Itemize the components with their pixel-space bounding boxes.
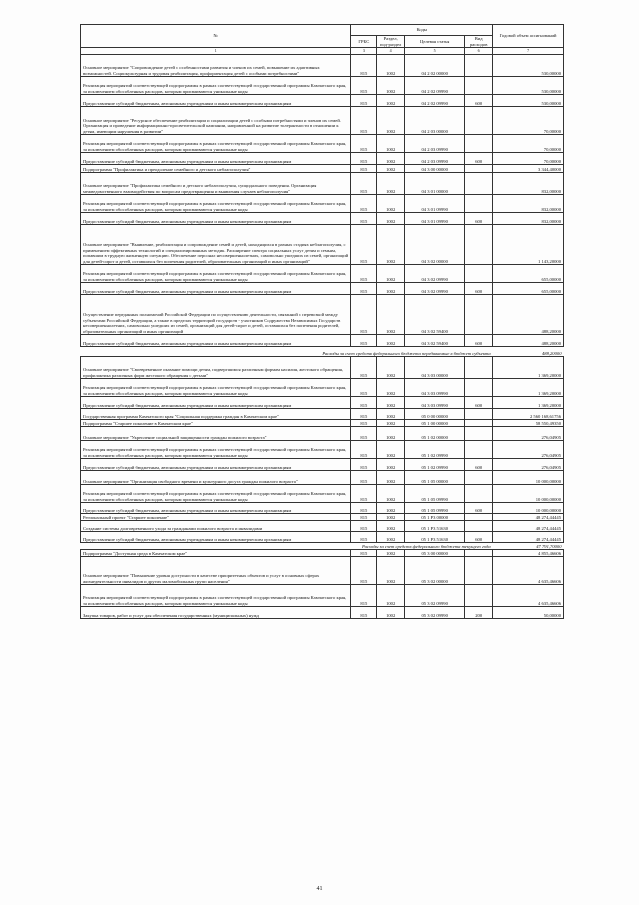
- row-amount: 10 000,00000: [493, 503, 564, 514]
- row-name: Создание системы долговременного ухода за гражданами пожилого возраста и инвалидами: [81, 521, 351, 532]
- row-expense-type: [465, 77, 493, 95]
- funding-note-amount: 488,20000: [541, 350, 562, 356]
- row-grbs: 815: [351, 459, 377, 471]
- row-target-article: 04 3 00 00000: [405, 165, 465, 173]
- row-grbs: 815: [351, 213, 377, 225]
- row-section: 1002: [377, 283, 405, 295]
- row-expense-type: [465, 585, 493, 607]
- row-section: 1002: [377, 503, 405, 514]
- budget-table: [80, 24, 564, 619]
- row-name: Закупка товаров, работ и услуг для обеспечения государственных (муниципальных) нужд: [81, 607, 351, 619]
- row-amount: 10 000,00000: [493, 485, 564, 503]
- row-amount: 655,00000: [493, 283, 564, 295]
- row-section: 1002: [377, 557, 405, 585]
- header-num: №: [81, 25, 351, 48]
- table-row: [81, 459, 564, 471]
- header-grbs: ГРБС: [351, 36, 377, 48]
- row-target-article: 05 1 05 09990: [405, 485, 465, 503]
- row-target-article: 04 2 03 00000: [405, 107, 465, 135]
- row-target-article: 04 3 03 09990: [405, 379, 465, 397]
- row-target-article: 04 3 02 00000: [405, 225, 465, 265]
- table-row: [81, 557, 564, 585]
- row-section: 1002: [377, 607, 405, 619]
- row-name: Основное мероприятие "Повышение уровня доступности в качестве приоритетных объектов и услуг в основных сферах жизнедеятельности инвалидов и других маломобильных групп населения": [81, 557, 351, 585]
- header-vr: Вид расходов: [465, 36, 493, 48]
- row-grbs: 815: [351, 225, 377, 265]
- row-section: 1002: [377, 335, 405, 347]
- row-grbs: 815: [351, 550, 377, 557]
- table-row: [81, 225, 564, 265]
- row-expense-type: [465, 107, 493, 135]
- row-target-article: 04 3 02 09990: [405, 283, 465, 295]
- row-expense-type: [465, 471, 493, 485]
- row-expense-type: [465, 441, 493, 459]
- row-name: Основное мероприятие "Организация свободного времени и культурного досуга граждан пожилого возраста": [81, 471, 351, 485]
- table-row: [81, 135, 564, 153]
- row-expense-type: [465, 557, 493, 585]
- row-expense-type: [465, 173, 493, 195]
- header-col-3: 3: [351, 48, 377, 55]
- row-target-article: 05 1 05 09990: [405, 503, 465, 514]
- row-name: Реализация мероприятий соответствующей подпрограммы в рамках соответствующей государственной программы Камчатского края, за исключением обособленных расходов, которым присваиваются уникальные коды: [81, 585, 351, 607]
- row-amount: 530,00000: [493, 95, 564, 107]
- row-section: 1002: [377, 295, 405, 335]
- row-expense-type: 600: [465, 503, 493, 514]
- header-col-5: 5: [405, 48, 465, 55]
- funding-note: Расходы за счет средств федерального бюджета текущего года: [362, 543, 491, 549]
- row-target-article: 05 1 02 00000: [405, 427, 465, 441]
- row-section: 1002: [377, 532, 405, 543]
- row-name: Предоставление субсидий бюджетным, автономным учреждениям и иным некоммерческим организациям: [81, 95, 351, 107]
- row-grbs: 815: [351, 607, 377, 619]
- row-grbs: 815: [351, 77, 377, 95]
- header-codes: Коды: [351, 25, 493, 36]
- row-amount: 655,00000: [493, 265, 564, 283]
- table-row: [81, 335, 564, 347]
- row-expense-type: 600: [465, 283, 493, 295]
- row-amount: 50,00000: [493, 607, 564, 619]
- row-name: Основное мероприятие "Выявление, реабилитация и сопровождение семей и детей, находящихся в разных стадиях неблагополучия, с применением эффективных технологий и специализированных методик. Расширение спектра социальных услуг детям и семьям, попавшим в трудную жизненную ситуацию. Обеспечение персонал несовершеннолетних, самовольно ушедших из семей, организаций для детей-сирот и детей, оставшихся без попечения родителей, образовательных организаций и иных организаций": [81, 225, 351, 265]
- header-cs: Целевая статья: [405, 36, 465, 48]
- row-grbs: 815: [351, 521, 377, 532]
- table-row: [81, 607, 564, 619]
- row-section: 1002: [377, 379, 405, 397]
- row-amount: 58 550,49350: [493, 420, 564, 427]
- row-expense-type: [465, 225, 493, 265]
- row-expense-type: 200: [465, 607, 493, 619]
- row-section: 1002: [377, 397, 405, 409]
- row-grbs: 815: [351, 95, 377, 107]
- row-amount: 530,00000: [493, 55, 564, 77]
- row-section: 1002: [377, 55, 405, 77]
- table-row: [81, 357, 564, 379]
- row-grbs: 815: [351, 585, 377, 607]
- row-amount: 10 000,00000: [493, 471, 564, 485]
- row-amount: 70,00000: [493, 135, 564, 153]
- table-row: [81, 283, 564, 295]
- row-amount: 1 369,20000: [493, 357, 564, 379]
- row-name: Предоставление субсидий бюджетным, автономным учреждениям и иным некоммерческим организациям: [81, 503, 351, 514]
- row-expense-type: [465, 135, 493, 153]
- row-amount: 276,04905: [493, 441, 564, 459]
- row-expense-type: 600: [465, 532, 493, 543]
- row-name: Предоставление субсидий бюджетным, автономным учреждениям и иным некоммерческим организациям: [81, 335, 351, 347]
- row-grbs: 815: [351, 357, 377, 379]
- row-amount: 4 635,46606: [493, 585, 564, 607]
- table-row: [81, 165, 564, 173]
- row-grbs: 815: [351, 195, 377, 213]
- row-grbs: 815: [351, 153, 377, 165]
- row-amount: 1 369,20000: [493, 397, 564, 409]
- row-target-article: 04 2 03 09990: [405, 153, 465, 165]
- row-name: Предоставление субсидий бюджетным, автономным учреждениям и иным некоммерческим организациям: [81, 283, 351, 295]
- row-amount: 3 344,40000: [493, 165, 564, 173]
- row-name: Основное мероприятие "Сопровождение детей с особенностями развития и членов их семей, повышение их адаптивных возможностей. Социокультурная и трудовая реабилитация, профориентация детей с особыми потребностями": [81, 55, 351, 77]
- row-name: Основное мероприятие "Ресурсное обеспечение реабилитации и социализации детей с особыми потребностями и членов их семей. Организация и проведение информационно-просветительской кампании, направленной на развитие толерантности в отношении к детям, имеющим нарушения в развитии": [81, 107, 351, 135]
- row-section: 1002: [377, 514, 405, 521]
- row-name: Реализация мероприятий соответствующей подпрограммы в рамках соответствующей государственной программы Камчатского края, за исключением обособленных расходов, которым присваиваются уникальные коды: [81, 485, 351, 503]
- row-target-article: 04 3 02 09990: [405, 265, 465, 283]
- row-grbs: 815: [351, 397, 377, 409]
- header-col-1: 1: [81, 48, 351, 55]
- row-expense-type: 600: [465, 153, 493, 165]
- row-section: 1002: [377, 471, 405, 485]
- row-target-article: 04 2 02 09990: [405, 95, 465, 107]
- row-grbs: 815: [351, 295, 377, 335]
- row-amount: 48 274,44445: [493, 532, 564, 543]
- table-row: [81, 521, 564, 532]
- row-target-article: 05 0 00 00000: [405, 409, 465, 420]
- row-grbs: 815: [351, 503, 377, 514]
- row-grbs: 815: [351, 335, 377, 347]
- row-name: Подпрограмма "Доступная среда в Камчатском крае": [81, 550, 351, 557]
- row-name: Реализация мероприятий соответствующей подпрограммы в рамках соответствующей государственной программы Камчатского края, за исключением обособленных расходов, которым присваиваются уникальные коды: [81, 265, 351, 283]
- row-name: Основное мероприятие "Укрепление социальной защищенности граждан пожилого возраста": [81, 427, 351, 441]
- row-grbs: 815: [351, 283, 377, 295]
- row-expense-type: 600: [465, 459, 493, 471]
- table-row: [81, 379, 564, 397]
- row-amount: 832,00000: [493, 213, 564, 225]
- row-grbs: 815: [351, 173, 377, 195]
- row-expense-type: [465, 485, 493, 503]
- table-row: [81, 265, 564, 283]
- table-row: [81, 427, 564, 441]
- row-target-article: 05 1 P3 51630: [405, 532, 465, 543]
- row-expense-type: 600: [465, 397, 493, 409]
- row-section: 1002: [377, 225, 405, 265]
- table-row: [81, 441, 564, 459]
- row-grbs: 815: [351, 427, 377, 441]
- row-target-article: 05 1 P3 51630: [405, 521, 465, 532]
- row-expense-type: [465, 295, 493, 335]
- table-row: [81, 107, 564, 135]
- row-grbs: 815: [351, 441, 377, 459]
- row-grbs: 815: [351, 471, 377, 485]
- row-target-article: 05 1 00 00000: [405, 420, 465, 427]
- funding-note-amount: 47 791,70000: [536, 543, 562, 549]
- table-body: [81, 55, 564, 619]
- row-section: 1002: [377, 459, 405, 471]
- row-target-article: 04 3 03 09990: [405, 397, 465, 409]
- row-target-article: 04 3 02 59400: [405, 295, 465, 335]
- row-amount: 276,04905: [493, 459, 564, 471]
- row-amount: 488,20000: [493, 295, 564, 335]
- row-grbs: 815: [351, 532, 377, 543]
- table-row: [81, 543, 564, 550]
- row-target-article: 04 2 02 09990: [405, 77, 465, 95]
- row-expense-type: 600: [465, 213, 493, 225]
- row-target-article: 05 1 02 09990: [405, 441, 465, 459]
- row-section: 1002: [377, 521, 405, 532]
- row-section: 1002: [377, 195, 405, 213]
- row-amount: 488,20000: [493, 335, 564, 347]
- row-target-article: 05 1 P3 00000: [405, 514, 465, 521]
- table-row: [81, 550, 564, 557]
- table-row: [81, 195, 564, 213]
- row-expense-type: [465, 521, 493, 532]
- row-target-article: 04 3 01 09990: [405, 195, 465, 213]
- row-target-article: 05 1 05 00000: [405, 471, 465, 485]
- row-target-article: 05 3 00 00000: [405, 550, 465, 557]
- table-row: [81, 295, 564, 335]
- row-name: Реализация мероприятий соответствующей подпрограммы в рамках соответствующей государственной программы Камчатского края, за исключением обособленных расходов, которым присваиваются уникальные коды: [81, 379, 351, 397]
- row-amount: 48 274,44445: [493, 514, 564, 521]
- row-section: 1002: [377, 357, 405, 379]
- row-name: Предоставление субсидий бюджетным, автономным учреждениям и иным некоммерческим организациям: [81, 397, 351, 409]
- table-row: [81, 485, 564, 503]
- row-name: Осуществление переданных полномочий Российской Федерации по осуществлению деятельности, связанной с перевозкой между субъектами Российской Федерации, а также в пределах территорий государств - участников Содружества Независимых Государств несовершеннолетних, самовольно ушедших из семей, организаций для детей-сирот и детей, оставшихся без попечения родителей, образовательных организаций и иных организаций: [81, 295, 351, 335]
- row-section: 1002: [377, 427, 405, 441]
- row-expense-type: [465, 379, 493, 397]
- row-section: 1002: [377, 409, 405, 420]
- header-total: Годовой объем ассигнований: [493, 25, 564, 48]
- page-number: 41: [316, 886, 323, 892]
- row-section: 1002: [377, 441, 405, 459]
- row-target-article: 05 3 02 09990: [405, 607, 465, 619]
- row-target-article: 05 3 02 00000: [405, 557, 465, 585]
- row-grbs: 815: [351, 420, 377, 427]
- row-target-article: 04 2 02 00000: [405, 55, 465, 77]
- table-row: [81, 173, 564, 195]
- row-expense-type: [465, 265, 493, 283]
- row-name: Предоставление субсидий бюджетным, автономным учреждениям и иным некоммерческим организациям: [81, 532, 351, 543]
- row-expense-type: [465, 165, 493, 173]
- row-expense-type: [465, 195, 493, 213]
- row-amount: 48 274,44445: [493, 521, 564, 532]
- row-section: 1002: [377, 585, 405, 607]
- row-name: Реализация мероприятий соответствующей подпрограммы в рамках соответствующей государственной программы Камчатского края, за исключением обособленных расходов, которым присваиваются уникальные коды: [81, 441, 351, 459]
- table-row: [81, 503, 564, 514]
- table-row: [81, 514, 564, 521]
- row-grbs: 815: [351, 557, 377, 585]
- row-name: Предоставление субсидий бюджетным, автономным учреждениям и иным некоммерческим организациям: [81, 459, 351, 471]
- row-amount: 832,00000: [493, 195, 564, 213]
- row-expense-type: [465, 357, 493, 379]
- row-expense-type: [465, 420, 493, 427]
- row-expense-type: [465, 514, 493, 521]
- row-name: Региональный проект "Старшее поколение": [81, 514, 351, 521]
- row-name: Подпрограмма "Профилактика и преодоление семейного и детского неблагополучия": [81, 165, 351, 173]
- table-row: [81, 409, 564, 420]
- row-expense-type: 600: [465, 335, 493, 347]
- row-grbs: 815: [351, 409, 377, 420]
- row-grbs: 815: [351, 135, 377, 153]
- table-row: [81, 585, 564, 607]
- row-amount: 832,00000: [493, 173, 564, 195]
- row-name: Основное мероприятие "Профилактика семейного и детского неблагополучия, суицидального поведения. Организация межведомственного взаимодействия по вопросам предотвращения и выявления случаев неблагополучия": [81, 173, 351, 195]
- funding-note: Расходы за счет средств федерального бюджета передаваемые в бюджет субъекта: [322, 350, 491, 356]
- row-target-article: 04 2 03 09990: [405, 135, 465, 153]
- header-col-4: 4: [377, 48, 405, 55]
- row-name: Государственная программа Камчатского края "Социальная поддержка граждан в Камчатском крае": [81, 409, 351, 420]
- row-target-article: 04 3 02 59400: [405, 335, 465, 347]
- row-section: 1002: [377, 95, 405, 107]
- table-row: [81, 397, 564, 409]
- row-section: 1002: [377, 107, 405, 135]
- row-target-article: 04 3 01 00000: [405, 173, 465, 195]
- row-expense-type: [465, 409, 493, 420]
- row-section: 1002: [377, 165, 405, 173]
- row-name: Реализация мероприятий соответствующей подпрограммы в рамках соответствующей государственной программы Камчатского края, за исключением обособленных расходов, которым присваиваются уникальные коды: [81, 135, 351, 153]
- row-grbs: 815: [351, 107, 377, 135]
- row-name: Предоставление субсидий бюджетным, автономным учреждениям и иным некоммерческим организациям: [81, 213, 351, 225]
- row-name: Реализация мероприятий соответствующей подпрограммы в рамках соответствующей государственной программы Камчатского края, за исключением обособленных расходов, которым присваиваются уникальные коды: [81, 77, 351, 95]
- header-rz: Раздел, под-раздел: [377, 36, 405, 48]
- row-grbs: 815: [351, 514, 377, 521]
- row-expense-type: 600: [465, 95, 493, 107]
- row-amount: 4 855,46606: [493, 550, 564, 557]
- header-col-7: 7: [493, 48, 564, 55]
- header-col-6: 6: [465, 48, 493, 55]
- row-amount: 1 143,20000: [493, 225, 564, 265]
- row-target-article: 04 3 03 00000: [405, 357, 465, 379]
- row-section: 1002: [377, 173, 405, 195]
- row-section: 1002: [377, 135, 405, 153]
- row-grbs: 815: [351, 265, 377, 283]
- row-section: 1002: [377, 77, 405, 95]
- table-row: [81, 347, 564, 357]
- row-section: 1002: [377, 213, 405, 225]
- row-grbs: 815: [351, 379, 377, 397]
- row-amount: 530,00000: [493, 77, 564, 95]
- row-section: 1002: [377, 420, 405, 427]
- table-row: [81, 532, 564, 543]
- row-target-article: 05 3 02 09990: [405, 585, 465, 607]
- row-target-article: 05 1 02 09990: [405, 459, 465, 471]
- table-row: [81, 95, 564, 107]
- row-grbs: 815: [351, 55, 377, 77]
- row-expense-type: [465, 427, 493, 441]
- table-row: [81, 420, 564, 427]
- row-grbs: 815: [351, 165, 377, 173]
- row-name: Предоставление субсидий бюджетным, автономным учреждениям и иным некоммерческим организациям: [81, 153, 351, 165]
- row-section: 1002: [377, 265, 405, 283]
- table-row: [81, 153, 564, 165]
- table-row: [81, 77, 564, 95]
- table-row: [81, 471, 564, 485]
- table-row: [81, 55, 564, 77]
- table-row: [81, 213, 564, 225]
- row-target-article: 04 3 01 09990: [405, 213, 465, 225]
- row-name: Основное мероприятие "Своевременное оказание помощи детям, подвергшимся различным формам насилия, жестокого обращения, профилактика различных форм жестокого обращения с детьми": [81, 357, 351, 379]
- row-amount: 4 635,46606: [493, 557, 564, 585]
- row-section: 1002: [377, 485, 405, 503]
- row-amount: 70,00000: [493, 107, 564, 135]
- row-amount: 276,04905: [493, 427, 564, 441]
- row-amount: 70,00000: [493, 153, 564, 165]
- row-name: Реализация мероприятий соответствующей подпрограммы в рамках соответствующей государственной программы Камчатского края, за исключением обособленных расходов, которым присваиваются уникальные коды: [81, 195, 351, 213]
- row-expense-type: [465, 550, 493, 557]
- row-section: 1002: [377, 153, 405, 165]
- row-expense-type: [465, 55, 493, 77]
- row-amount: 2 560 168,61756: [493, 409, 564, 420]
- row-name: Подпрограмма "Старшее поколение в Камчатском крае": [81, 420, 351, 427]
- row-grbs: 815: [351, 485, 377, 503]
- row-section: 1002: [377, 550, 405, 557]
- row-amount: 1 369,20000: [493, 379, 564, 397]
